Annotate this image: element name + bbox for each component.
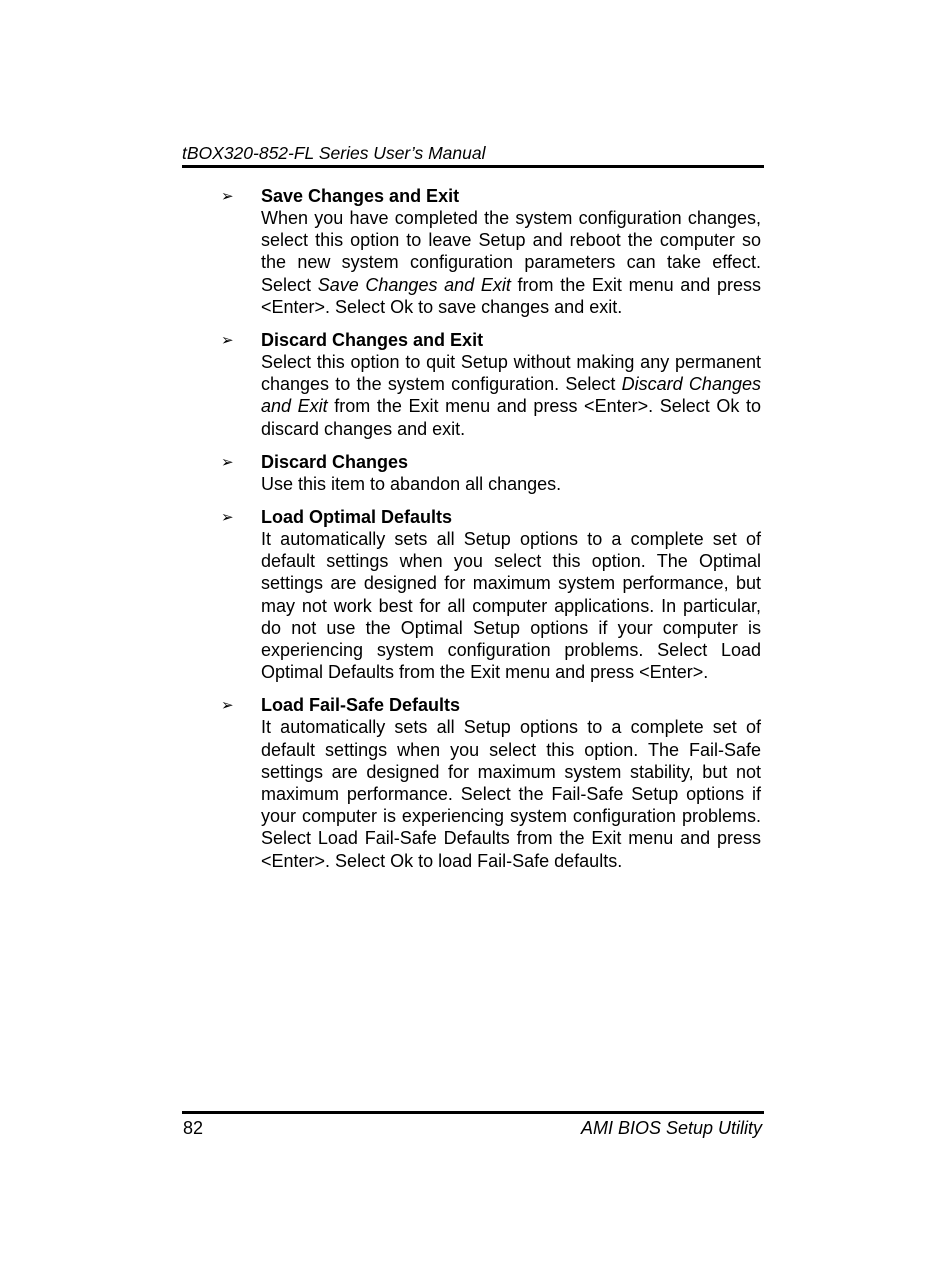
item-title: Discard Changes	[261, 451, 409, 472]
item-body-text: Use this item to abandon all changes.	[261, 473, 562, 494]
item-body-text: It automatically sets all Setup options to a complete set of default settings when you select this option. The Fail-Safe settings are designed for maximum system stability, but not maximum performance. Select the Fail-Safe Setup options if your computer is experiencing system configuration problems. Select Load Fail-Safe Defaults from the Exit menu and press <Enter>. Select Ok to load Fail-Safe defaults.	[261, 717, 761, 871]
item-body-text: It automatically sets all Setup options to a complete set of default settings when you select this option. The Optimal settings are designed for maximum system performance, but may not work best for all computer applications. In particular, do not use the Optimal Setup options if your computer is experiencing system configuration problems. Select Load Optimal Defaults from the Exit menu and press <Enter>.	[261, 529, 761, 683]
item-title: Load Optimal Defaults	[261, 507, 453, 528]
item-body-text: When you have completed the system configuration changes, select this option to leave Setup and reboot the computer so the new system configuration parameters can take effect. Select	[261, 208, 761, 295]
arrow-bullet-icon: ➢	[221, 452, 234, 471]
arrow-bullet-icon: ➢	[221, 187, 234, 205]
item-body	[261, 528, 761, 683]
list-item	[221, 694, 761, 871]
page-footer	[182, 1111, 764, 1139]
arrow-bullet-icon: ➢	[221, 331, 234, 350]
item-body-text: from the Exit menu and press <Enter>. Select Ok to save changes and exit.	[261, 274, 762, 317]
arrow-bullet-icon: ➢	[221, 508, 234, 527]
list-item	[221, 451, 761, 495]
manual-title: tBOX320-852-FL Series User’s Manual	[182, 143, 486, 163]
list-item	[221, 506, 761, 683]
item-body-text: Select this option to quit Setup without making any permanent changes to the system configuration. Select	[261, 352, 761, 395]
item-body-text: from the Exit menu and press <Enter>. Select Ok to discard changes and exit.	[261, 396, 761, 439]
page-header	[182, 142, 764, 168]
footer-row	[182, 1117, 764, 1139]
item-body	[261, 473, 761, 495]
option-list	[221, 185, 761, 883]
item-body	[261, 351, 761, 440]
list-item	[221, 185, 761, 318]
item-body	[261, 716, 761, 871]
section-title: AMI BIOS Setup Utility	[580, 1118, 762, 1138]
footer-rule	[182, 1111, 764, 1114]
item-body	[261, 207, 761, 318]
item-body-emphasis: Save Changes and Exit	[317, 274, 511, 295]
header-rule	[182, 165, 764, 168]
arrow-bullet-icon: ➢	[221, 696, 234, 715]
item-title: Load Fail-Safe Defaults	[261, 695, 461, 716]
item-body-emphasis: Discard Changes and Exit	[261, 374, 761, 417]
page-number: 82	[183, 1118, 204, 1138]
item-title: Save Changes and Exit	[261, 186, 460, 206]
item-title: Discard Changes and Exit	[261, 330, 484, 351]
list-item	[221, 329, 761, 440]
